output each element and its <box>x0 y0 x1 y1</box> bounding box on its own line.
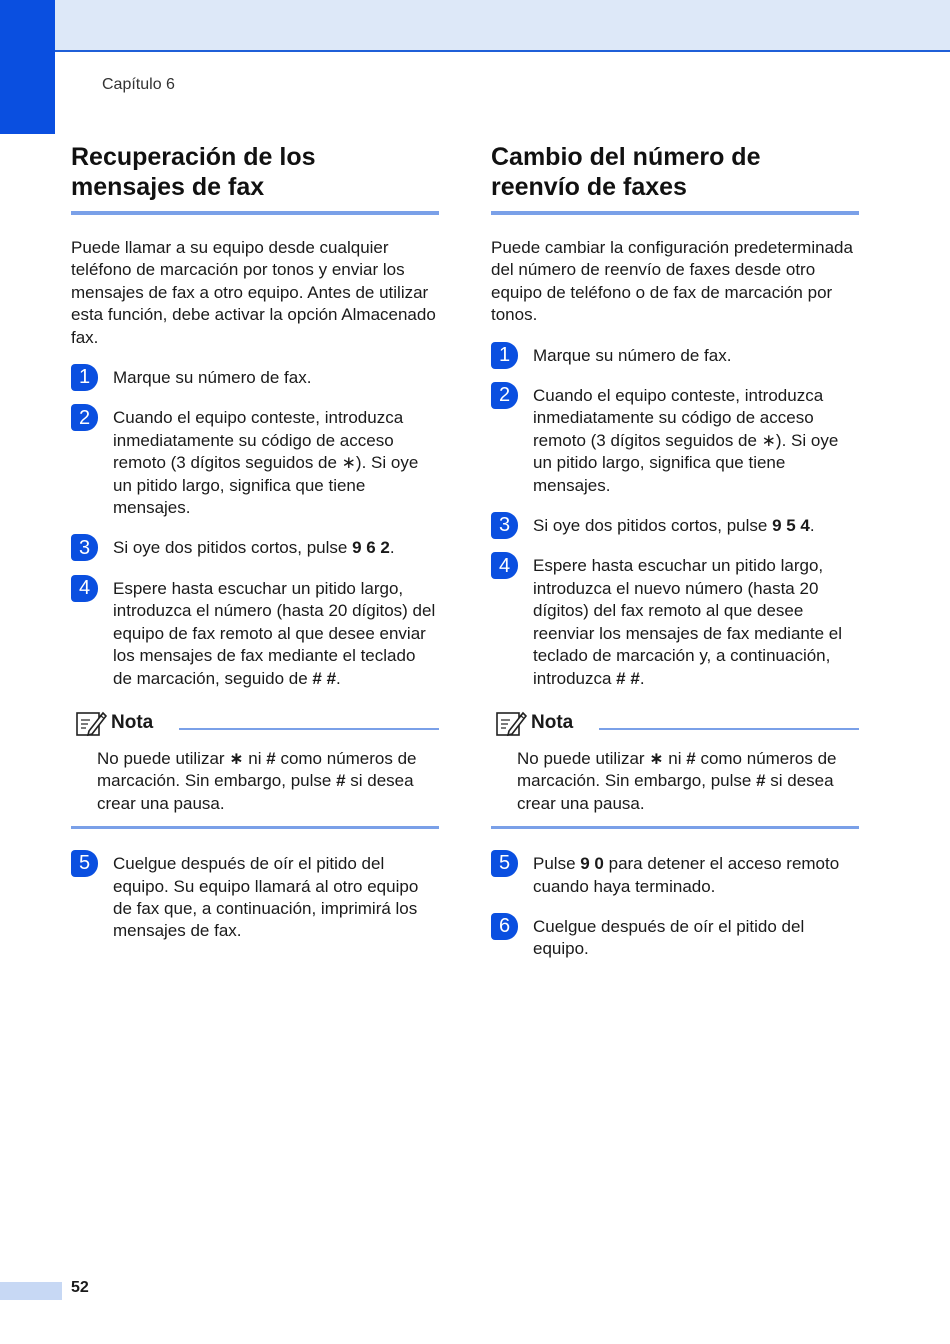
step-number-icon: 1 <box>491 342 518 369</box>
period: . <box>389 538 395 558</box>
note-label: Nota <box>111 711 154 733</box>
period: . <box>639 668 645 688</box>
footer-band <box>0 1282 62 1300</box>
key-code: 9 5 4 <box>772 516 810 536</box>
step-4 <box>71 578 439 690</box>
key-code: # # <box>312 668 337 688</box>
period: . <box>336 668 341 688</box>
step-text: Cuando el equipo conteste, introduzca inmediatamente su código de acceso remoto (3 dígitos seguidos de ∗). Si oye un pitido largo, significa que tiene mensajes. <box>113 408 419 518</box>
section-title <box>491 142 859 215</box>
title-line: Cambio del número de <box>491 143 761 171</box>
chapter-tab <box>0 0 55 134</box>
note-rule <box>179 728 439 730</box>
chapter-label: Capítulo 6 <box>102 76 175 93</box>
steps-list-continued <box>491 853 859 961</box>
key-code: # # <box>616 668 640 688</box>
note-text-part: como números de marcación. Sin embargo, pulse <box>97 748 417 791</box>
step-text: Cuando el equipo conteste, introduzca inmediatamente su código de acceso remoto (3 dígitos seguidos de ∗). Si oye un pitido largo, significa que tiene mensajes. <box>533 386 839 495</box>
step-2 <box>71 407 439 519</box>
step-number-icon: 3 <box>491 512 518 539</box>
step-2 <box>491 385 859 497</box>
step-text: Marque su número de fax. <box>533 345 732 365</box>
note-text-part: No puede utilizar <box>97 748 230 768</box>
hash-key: # <box>266 748 276 768</box>
note-text-part: No puede utilizar <box>517 748 650 768</box>
step-number-icon: 1 <box>71 364 98 391</box>
star-key: ∗ <box>649 748 664 768</box>
step-text: Si oye dos pitidos cortos, pulse <box>533 516 773 536</box>
step-text: Espere hasta escuchar un pitido largo, introduzca el número (hasta 20 dígitos) del equipo de fax remoto al que desee enviar los mensajes de fax mediante el teclado de marcación, seguido de <box>113 578 436 688</box>
step-3 <box>71 537 439 559</box>
note-text-part: como números de marcación. Sin embargo, pulse <box>517 748 837 791</box>
hash-key: # <box>686 748 696 768</box>
step-number-icon: 2 <box>71 404 98 431</box>
note-text-part: ni <box>243 748 267 768</box>
step-number-icon: 5 <box>491 850 518 877</box>
note-pencil-icon <box>75 709 107 737</box>
step-6 <box>491 916 859 961</box>
note-pencil-icon <box>495 709 527 737</box>
note-label: Nota <box>531 711 574 733</box>
page-number: 52 <box>71 1279 89 1296</box>
step-number-icon: 3 <box>71 534 98 561</box>
note-box <box>71 708 439 829</box>
step-number-icon: 6 <box>491 913 518 940</box>
left-column <box>71 142 439 961</box>
step-text: Cuelgue después de oír el pitido del equipo. Su equipo llamará al otro equipo de fax que, a continuación, imprimirá los mensajes de fax. <box>113 854 419 941</box>
step-number-icon: 4 <box>71 575 98 602</box>
period: . <box>809 516 815 536</box>
key-code: 9 0 <box>580 854 604 874</box>
note-text <box>71 748 439 815</box>
note-header <box>491 708 859 738</box>
note-box <box>491 708 859 829</box>
step-number-icon: 2 <box>491 382 518 409</box>
note-text-part: si desea crear una pausa. <box>517 771 834 813</box>
title-line: mensajes de fax <box>71 173 265 201</box>
step-text: Cuelgue después de oír el pitido del equipo. <box>533 916 805 959</box>
note-text-part: ni <box>663 748 687 768</box>
hash-key: # <box>756 771 766 791</box>
steps-list <box>491 345 859 690</box>
step-number-icon: 5 <box>71 850 98 877</box>
section-title <box>71 142 439 215</box>
note-bottom-rule <box>71 826 439 829</box>
step-5 <box>71 853 439 943</box>
key-code: 9 6 2 <box>352 538 390 558</box>
step-5 <box>491 853 859 898</box>
step-1 <box>71 367 439 389</box>
step-text: Marque su número de fax. <box>113 368 312 388</box>
note-header <box>71 708 439 738</box>
steps-list <box>71 367 439 690</box>
note-text <box>491 748 859 815</box>
note-bottom-rule <box>491 826 859 829</box>
note-rule <box>599 728 859 730</box>
step-text: para detener el acceso remoto cuando haya terminado. <box>533 854 840 896</box>
note-text-part: si desea crear una pausa. <box>97 771 414 813</box>
step-3 <box>491 515 859 537</box>
header-band <box>0 0 950 52</box>
step-text: Pulse <box>533 854 581 874</box>
star-key: ∗ <box>229 748 244 768</box>
step-text: Si oye dos pitidos cortos, pulse <box>113 538 353 558</box>
hash-key: # <box>336 771 346 791</box>
title-line: reenvío de faxes <box>491 173 687 201</box>
intro-paragraph: Puede llamar a su equipo desde cualquier teléfono de marcación por tonos y enviar los mensajes de fax a otro equipo. Antes de utilizar esta función, debe activar la opción Almacenado fax. <box>71 238 436 347</box>
right-column <box>491 142 859 979</box>
title-line: Recuperación de los <box>71 143 316 171</box>
intro-paragraph: Puede cambiar la configuración predeterminada del número de reenvío de faxes desde otro equipo de teléfono o de fax de marcación por tonos. <box>491 238 853 325</box>
steps-list-continued <box>71 853 439 943</box>
step-text: Espere hasta escuchar un pitido largo, introduzca el nuevo número (hasta 20 dígitos) del fax remoto al que desee reenviar los mensajes de fax mediante el teclado de marcación y, a continuación, introduzca <box>533 556 842 688</box>
step-1 <box>491 345 859 367</box>
step-number-icon: 4 <box>491 552 518 579</box>
step-4 <box>491 555 859 689</box>
